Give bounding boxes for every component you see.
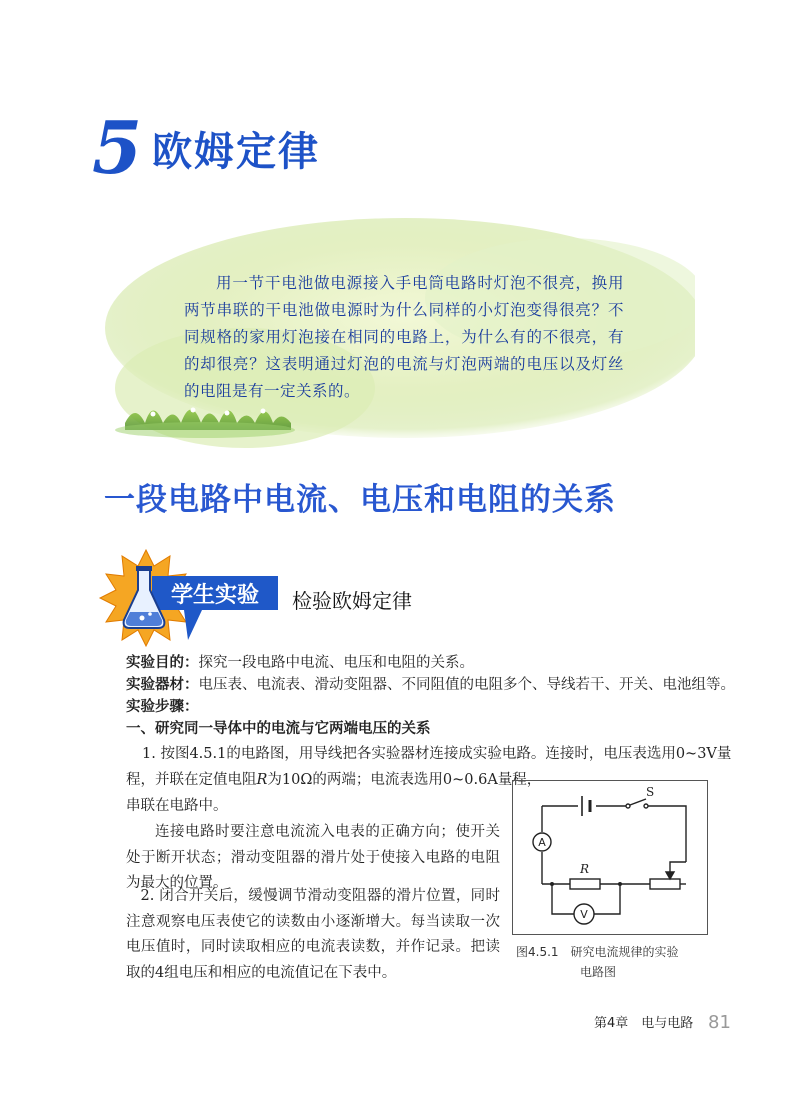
ammeter-label: A [538,836,546,849]
step1-line2 [126,768,541,794]
step1-line2-end: 为10Ω的两端；电流表选用0~0.6A量程， [267,772,542,788]
battery-symbol [582,796,590,816]
section-title: 一段电路中电流、电压和电阻的关系 [104,482,616,518]
step1-line3: 串联在电路中。 [126,798,228,814]
step-section-heading: 一、研究同一导体中的电流与它两端电压的关系 [126,721,431,737]
resistor-symbol [570,879,600,889]
figure-caption [516,942,712,982]
voltmeter-symbol [574,904,594,924]
connection-note: 连接电路时要注意电流流入电表的正确方向；使开关处于断开状态；滑动变阻器的滑片处于使接入电路的电阻为最大的位置。 [126,824,500,891]
equipment-line [126,674,735,696]
figure-caption-line2: 电路图 [580,965,617,979]
purpose-text: 探究一段电路中电流、电压和电阻的关系。 [198,655,474,671]
intro-paragraph: 用一节干电池做电源接入手电筒电路时灯泡不很亮，换用两节串联的干电池做电源时为什么同样的小灯泡变得很亮？不同规格的家用灯泡接在相同的电路上，为什么有的不很亮，有的却很亮？这表明通过灯泡的电流与灯泡两端的电压以及灯丝的电阻是有一定关系的。 [184,274,624,400]
purpose-line [126,652,474,674]
switch-symbol [626,799,648,808]
purpose-label: 实验目的： [126,655,199,671]
switch-label: S [646,785,655,799]
figure-caption-line1: 图4.5.1 研究电流规律的实验 [516,945,679,959]
equipment-label: 实验器材： [126,677,199,693]
footer-chapter-label: 第4章 电与电路 [594,1016,694,1031]
chapter-number: 5 [92,105,143,190]
resistor-label: R [580,862,590,876]
experiment-title: 检验欧姆定律 [292,589,412,613]
step1-line2-start: 程，并联在定值电阻 [126,772,257,788]
page-number: 81 [708,1012,731,1033]
step1-line1: 1. 按图4.5.1的电路图，用导线把各实验器材连接成实验电路。连接时，电压表选用0~3V量 [142,746,732,762]
resistor-symbol: R [256,772,268,788]
ammeter-symbol [533,833,551,851]
steps-line [126,696,199,718]
equipment-text: 电压表、电流表、滑动变阻器、不同阻值的电阻多个、导线若干、开关、电池组等。 [198,677,735,693]
steps-label: 实验步骤： [126,699,199,715]
voltmeter-label: V [580,908,588,921]
badge-label: 学生实验 [170,583,259,608]
circuit-diagram [512,780,708,935]
rheostat-symbol [650,858,686,889]
chapter-title: 欧姆定律 [152,129,320,175]
step2-paragraph: 2. 闭合开关后，缓慢调节滑动变阻器的滑片位置，同时注意观察电压表使它的读数由小逐渐增大。每当读取一次电压值时，同时读取相应的电流表读数，并作记录。把读取的4组电压和相应的电流值记在下表中。 [126,888,500,981]
